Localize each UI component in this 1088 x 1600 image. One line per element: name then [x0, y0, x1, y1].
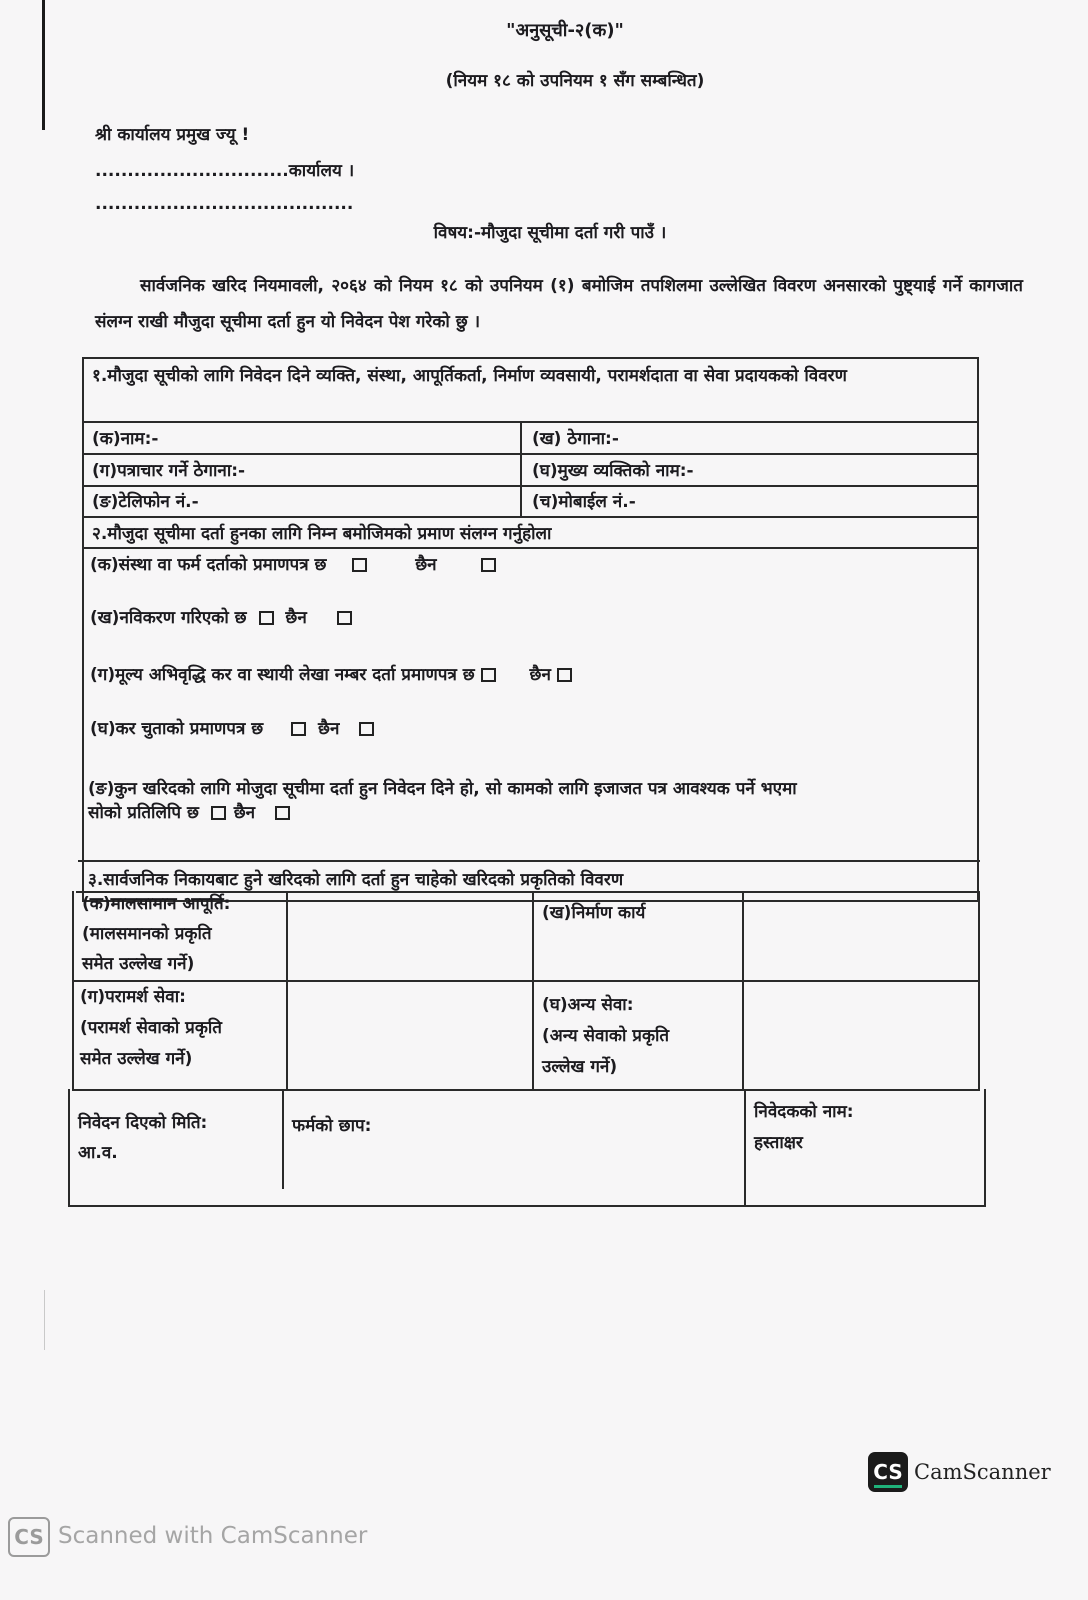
section1-title: १.मौजुदा सूचीको लागि निवेदन दिने व्यक्ति, संस्था, आपूर्तिकर्ता, निर्माण व्यवसायी, परामर्शदाता वा सेवा प्रदायकको विवरण — [92, 366, 847, 386]
other-line-2: (अन्य सेवाको प्रकृति — [542, 1026, 670, 1046]
no-checkbox[interactable] — [275, 806, 290, 820]
column-divider — [520, 421, 522, 517]
camscanner-logo-icon: CS — [868, 1452, 908, 1492]
no-checkbox[interactable] — [481, 558, 496, 572]
checklist-item-license-line1 — [88, 776, 797, 799]
no-checkbox[interactable] — [359, 722, 374, 736]
checklist-item-renewal — [90, 605, 358, 628]
yes-checkbox[interactable] — [211, 806, 226, 820]
column-divider — [742, 891, 744, 1089]
other-line-3: उल्लेख गर्ने) — [542, 1057, 618, 1077]
section3-title: ३.सार्वजनिक निकायबाट हुने खरिदको लागि दर्ता हुन चाहेको खरिदको प्रकृतिको विवरण — [88, 870, 624, 890]
firm-stamp-label: फर्मको छाप: — [292, 1116, 372, 1136]
applicant-name-label: निवेदकको नाम: — [754, 1102, 854, 1122]
checklist-item-tax-clearance — [90, 716, 380, 739]
scanned-with-text: Scanned with CamScanner — [58, 1523, 368, 1549]
item-label: (क)संस्था वा फर्म दर्ताको प्रमाणपत्र छ — [90, 555, 327, 575]
divider — [82, 547, 979, 549]
divider — [82, 516, 979, 518]
address-blank-line: ........................................ — [95, 194, 354, 214]
yes-checkbox[interactable] — [481, 668, 496, 682]
divider — [82, 485, 979, 487]
no-label: छैन — [285, 608, 307, 628]
goods-line-1: (क)मालसामान आपूर्ति: — [82, 894, 231, 914]
consulting-line-3: समेत उल्लेख गर्ने) — [80, 1049, 193, 1069]
other-line-1: (घ)अन्य सेवा: — [542, 995, 634, 1015]
checklist-item-vat-pan — [90, 662, 578, 685]
fiscal-year-label: आ.व. — [78, 1143, 118, 1163]
mobile-label: (च)मोबाईल नं.- — [532, 492, 636, 512]
goods-line-2: (मालसमानको प्रकृति — [82, 924, 212, 944]
goods-line-3: समेत उल्लेख गर्ने) — [82, 954, 195, 974]
key-person-label: (घ)मुख्य व्यक्तिको नाम:- — [532, 461, 694, 481]
item-label: (ङ)कुन खरिदको लागि मोजुदा सूचीमा दर्ता हुन निवेदन दिने हो, सो कामको लागि इजाजत पत्र आवश्यक पर्ने भएमा — [88, 779, 797, 799]
other-service-cell — [542, 990, 669, 1083]
goods-supply-cell — [82, 889, 230, 979]
item-label: (घ)कर चुताको प्रमाणपत्र छ — [90, 719, 264, 739]
address-label: (ख) ठेगाना:- — [532, 429, 619, 449]
no-label: छैन — [233, 803, 256, 823]
body-paragraph: सार्वजनिक खरिद नियमावली, २०६४ को नियम १८ को उपनियम (१) बमोजिम तपशिलमा उल्लेखित विवरण अनसारको पुष्ट्याई गर्ने कागजात संलग्न राखी मौजुदा सूचीमा दर्ता हुन यो निवेदन पेश गरेको छु । — [95, 276, 1023, 332]
item-label: सोको प्रतिलिपि छ — [88, 803, 199, 823]
no-checkbox[interactable] — [337, 611, 352, 625]
subject-line: विषय:-मौजुदा सूचीमा दर्ता गरी पाउँ । — [433, 223, 667, 243]
checklist-item-registration — [90, 552, 502, 575]
divider — [78, 860, 980, 862]
consulting-line-2: (परामर्श सेवाको प्रकृति — [80, 1018, 222, 1038]
item-label: (ख)नविकरण गरिएको छ — [90, 608, 247, 628]
column-divider — [532, 891, 534, 1089]
divider — [82, 421, 979, 423]
no-label: छैन — [415, 555, 437, 575]
name-label: (क)नाम:- — [92, 429, 159, 449]
section2-title: २.मौजुदा सूचीमा दर्ता हुनका लागि निम्न बमोजिमको प्रमाण संलग्न गर्नुहोला — [92, 524, 552, 544]
yes-checkbox[interactable] — [259, 611, 274, 625]
checklist-item-license-line2 — [88, 800, 296, 823]
no-label: छैन — [318, 719, 340, 739]
consulting-service-cell — [80, 982, 222, 1075]
divider — [82, 453, 979, 455]
construction-work-label: (ख)निर्माण कार्य — [542, 903, 646, 923]
salutation: श्री कार्यालय प्रमुख ज्यू ! — [95, 125, 250, 145]
column-divider — [282, 1089, 284, 1189]
no-checkbox[interactable] — [557, 668, 572, 682]
yes-checkbox[interactable] — [352, 558, 367, 572]
item-label: (ग)मूल्य अभिवृद्धि कर वा स्थायी लेखा नम्बर दर्ता प्रमाणपत्र छ — [90, 665, 475, 685]
application-date-label: निवेदन दिएको मिति: — [78, 1113, 208, 1133]
yes-checkbox[interactable] — [291, 722, 306, 736]
column-divider — [286, 891, 288, 1089]
camscanner-small-logo-icon: CS — [8, 1517, 50, 1557]
office-line: ..............................कार्यालय । — [95, 161, 355, 181]
schedule-title: "अनुसूची-२(क)" — [506, 20, 624, 41]
no-label: छैन — [529, 665, 551, 685]
signature-label: हस्ताक्षर — [754, 1133, 803, 1153]
camscanner-brand: CamScanner — [914, 1460, 1051, 1484]
column-divider — [744, 1089, 746, 1205]
postal-address-label: (ग)पत्राचार गर्ने ठेगाना:- — [92, 461, 246, 481]
page-edge-mark — [44, 1290, 45, 1350]
telephone-label: (ङ)टेलिफोन नं.- — [92, 492, 199, 512]
rule-reference: (नियम १८ को उपनियम १ सँग सम्बन्धित) — [445, 71, 705, 91]
consulting-line-1: (ग)परामर्श सेवा: — [80, 987, 186, 1007]
